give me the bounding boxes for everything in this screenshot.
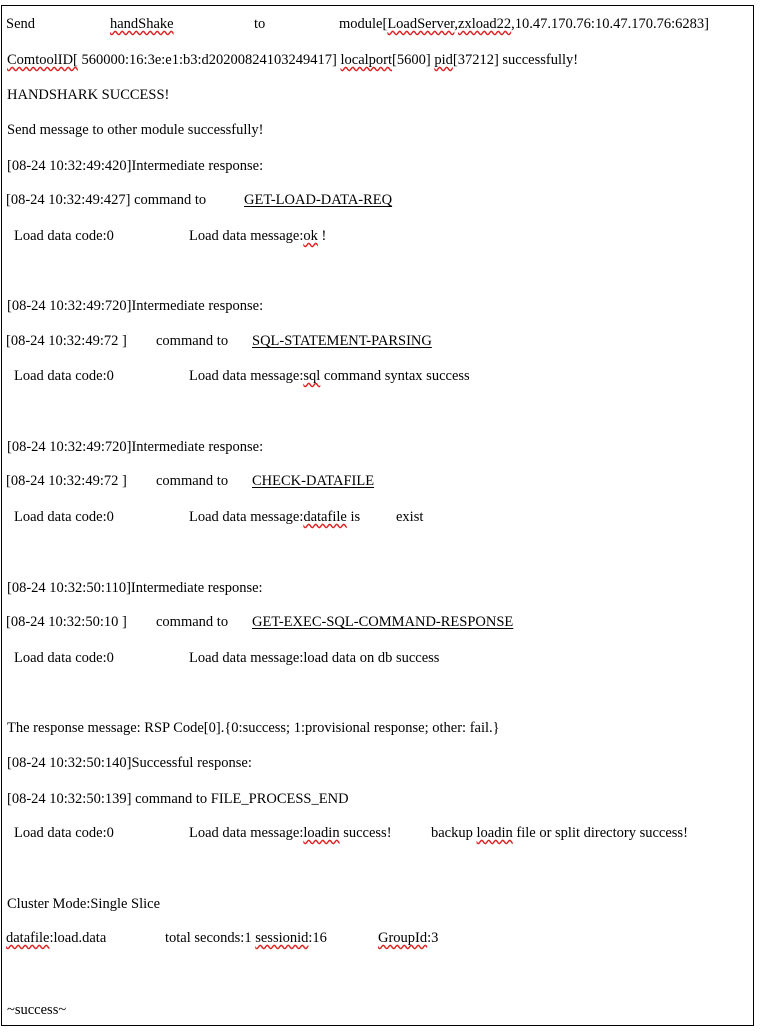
module-address: module[LoadServer,zxload22,10.47.170.76:10.47.170.76:6283]: [339, 16, 709, 32]
command-name: GET-EXEC-SQL-COMMAND-RESPONSE: [252, 614, 514, 630]
cluster-mode-line: Cluster Mode:Single Slice: [7, 896, 161, 912]
successful-response-line: [08-24 10:32:50:140]Successful response:: [7, 755, 252, 771]
intermediate-response-line: [08-24 10:32:49:720]Intermediate response:: [7, 298, 264, 314]
response-message-line: The response message: RSP Code[0].{0:success; 1:provisional response; other: fail.}: [7, 720, 500, 736]
handshake-word: handShake: [110, 16, 174, 32]
command-name: CHECK-DATAFILE: [252, 473, 375, 489]
intermediate-response-line: [08-24 10:32:49:720]Intermediate response:: [7, 439, 264, 455]
command-name: GET-LOAD-DATA-REQ: [244, 192, 393, 208]
handshake-success-line: HANDSHARK SUCCESS!: [7, 87, 170, 103]
comtool-id-line: ComtoolID[ 560000:16:3e:e1:b3:d20200824103249417] localport[5600] pid[37212] successfully!: [7, 52, 579, 68]
intermediate-response-line: [08-24 10:32:49:420]Intermediate response:: [7, 158, 264, 174]
to-word: to: [254, 16, 266, 32]
command-name: SQL-STATEMENT-PARSING: [252, 333, 432, 349]
command-line: [08-24 10:32:50:139] command to FILE_PROCESS_END: [7, 791, 349, 807]
final-status-line: ~success~: [7, 1002, 67, 1018]
send-message-line: Send message to other module successfully!: [7, 122, 264, 138]
intermediate-response-line: [08-24 10:32:50:110]Intermediate response:: [7, 580, 263, 596]
send-word: Send: [6, 16, 35, 32]
document-frame: Send handShake to module[LoadServer,zxload22,10.47.170.76:10.47.170.76:6283] ComtoolID[ 560000:16:3e:e1:b3:d20200824103249417] localport[5600] pid[37212] successfully! HANDSHARK SUCCESS! Send message to other module successfully! [08-24 10:32:49:420]Intermediate response: [08-24 10:32:49:427] command to GET-LOAD-DATA-REQ Load data code:0 Load data message:ok ! [08-24 10:32:49:720]Intermediate response: [08-24 10:32:49:72 ] command to SQL-STATEMENT-PARSING Load data code:0 Load data message:sql command syntax success [08-24 10:32:49:720]Intermediate response: [08-24 10:32:49:72 ] command to CHECK-DATAFILE Load data code:0 Load data message:datafile is exist [08-24 10:32:50:110]Intermediate response: [08-24 10:32:50:10 ] command to GET-EXEC-SQL-COMMAND-RESPONSE Load data code:0 Load data message:load data on db success The response message: RSP Code[0].{0:success; 1:provisional response; other: fail.} [08-24 10:32:50:140]Successful response: [08-24 10:32:50:139] command to FILE_PROCESS_END Load data code:0 Load data message:loadin success! backup loadin file or split directory success! Cluster Mode:Single Slice datafile:load.data total seconds:1 sessionid:16 GroupId:3 ~success~: [1, 5, 754, 1026]
